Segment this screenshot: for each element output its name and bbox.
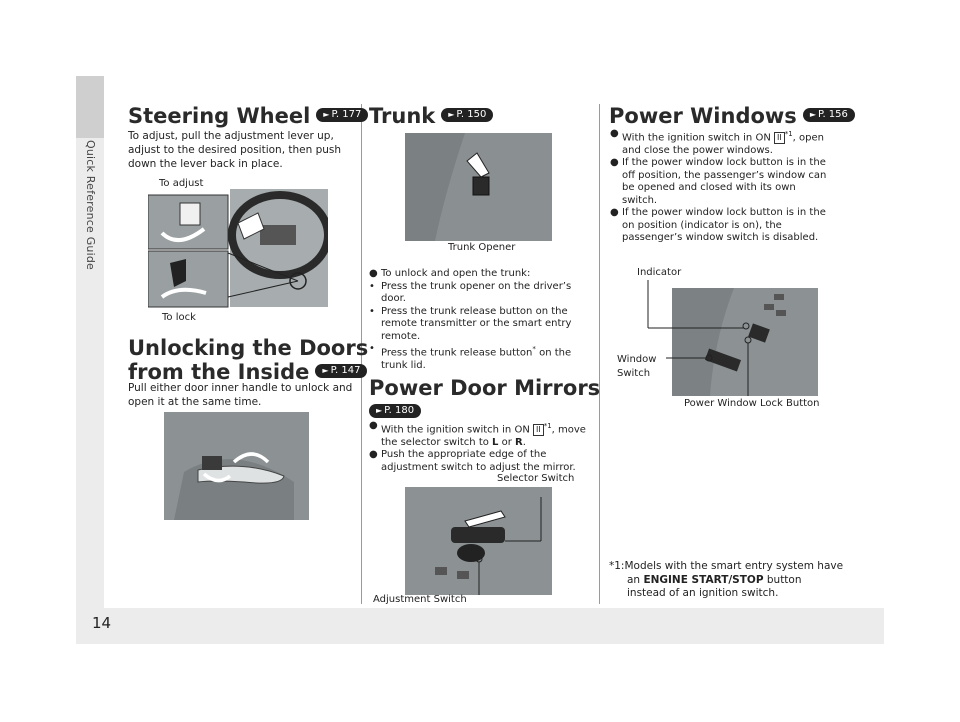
label-adjustment-switch: Adjustment Switch: [373, 594, 467, 605]
trunk-sub-2: • Press the trunk release button on the remote transmitter or the smart entry remote.: [369, 305, 572, 342]
trunk-page-ref[interactable]: ► P. 150: [441, 108, 493, 122]
page-number: 14: [92, 614, 112, 632]
label-power-window-lock-button: Power Window Lock Button: [684, 398, 820, 409]
sidebar-tab: [76, 76, 104, 138]
trunk-bullet: ● To unlock and open the trunk:: [369, 268, 531, 279]
door-handle-photo: [164, 412, 309, 520]
label-to-adjust: To adjust: [159, 178, 204, 189]
mirrors-bullet-2: ● Push the appropriate edge of the adjustment switch to adjust the mirror.: [369, 449, 576, 473]
bullet-icon: ●: [369, 420, 378, 431]
page-ref-arrow-icon: ►: [448, 110, 455, 120]
mirrors-bullets: [369, 420, 597, 474]
ignition-key-icon: II: [533, 424, 544, 436]
mirror-switch-photo: [405, 487, 552, 595]
windows-page-ref[interactable]: ► P. 156: [803, 108, 855, 122]
sidebar-label: Quick Reference Guide: [84, 140, 97, 270]
power-windows-title: Power Windows: [609, 104, 797, 128]
column-divider-2: [599, 104, 600, 604]
trunk-heading: [369, 104, 493, 128]
page-ref-arrow-icon: ►: [323, 110, 330, 120]
label-to-lock: To lock: [162, 312, 196, 323]
steering-body: To adjust, pull the adjustment lever up, adjust to the desired position, then push down the lever back in place.: [128, 130, 342, 170]
bullet-icon: ●: [369, 449, 378, 461]
footnote-line-1: *1:Models with the smart entry system have: [609, 560, 844, 572]
bullet-icon: ●: [610, 207, 619, 219]
footnote-line-3: instead of an ignition switch.: [627, 587, 779, 599]
mirrors-title: Power Door Mirrors: [369, 376, 601, 400]
label-trunk-opener: Trunk Opener: [448, 242, 516, 253]
sub-bullet-icon: •: [369, 343, 375, 354]
trunk-title: Trunk: [369, 104, 436, 128]
power-windows-heading: [609, 104, 855, 128]
footnote-line-2: an ENGINE START/STOP button: [627, 573, 802, 586]
steering-wheel-title: Steering Wheel: [128, 104, 311, 128]
bullet-icon: ●: [610, 128, 619, 139]
trunk-bullets: [369, 268, 594, 372]
steering-page-ref[interactable]: ► P. 177: [316, 108, 368, 122]
unlocking-title-line2: from the Inside ► P. 147: [128, 360, 368, 384]
bullet-icon: ●: [369, 268, 378, 279]
trunk-sub-1: • Press the trunk opener on the driver’s door.: [369, 280, 572, 304]
unlocking-page-ref[interactable]: ► P. 147: [315, 364, 367, 378]
label-window-switch: Window Switch: [617, 354, 657, 379]
mirrors-bullet-1: ● With the ignition switch in ON II $^{*1}$, move the selector switch to L or R.: [369, 420, 586, 448]
unlocking-heading: [128, 336, 368, 384]
ignition-key-icon: II: [774, 132, 785, 144]
unlocking-body: Pull either door inner handle to unlock and open it at the same time.: [128, 382, 353, 408]
trunk-sub-3: • Press the trunk release button* on the trunk lid.: [369, 343, 572, 371]
mirrors-page-ref[interactable]: ► P. 180: [369, 404, 421, 418]
windows-bullets: [610, 128, 846, 245]
steering-wheel-heading: [128, 104, 368, 128]
trunk-opener-photo: [405, 133, 552, 241]
mirrors-heading: [369, 376, 600, 424]
unlocking-title-line1: Unlocking the Doors: [128, 336, 369, 360]
sub-bullet-icon: •: [369, 280, 375, 292]
windows-bullet-2: ● If the power window lock button is in the off position, the passenger’s window can be opened and closed with its own switch.: [610, 157, 827, 206]
page-ref-arrow-icon: ►: [376, 406, 383, 416]
page-ref-arrow-icon: ►: [809, 110, 816, 120]
label-indicator: Indicator: [637, 267, 682, 278]
sub-bullet-icon: •: [369, 305, 375, 317]
steering-wheel-illustration: [148, 189, 328, 311]
label-selector-switch: Selector Switch: [497, 473, 575, 484]
page-ref-arrow-icon: ►: [322, 366, 329, 376]
windows-bullet-1: ● With the ignition switch in ON II $^{*1}$, open and close the power windows.: [610, 128, 824, 156]
footnote: [609, 560, 859, 601]
windows-bullet-3: ● If the power window lock button is in the on position (indicator is on), the passenger’s window switch is disabled.: [610, 207, 826, 244]
bullet-icon: ●: [610, 157, 619, 169]
